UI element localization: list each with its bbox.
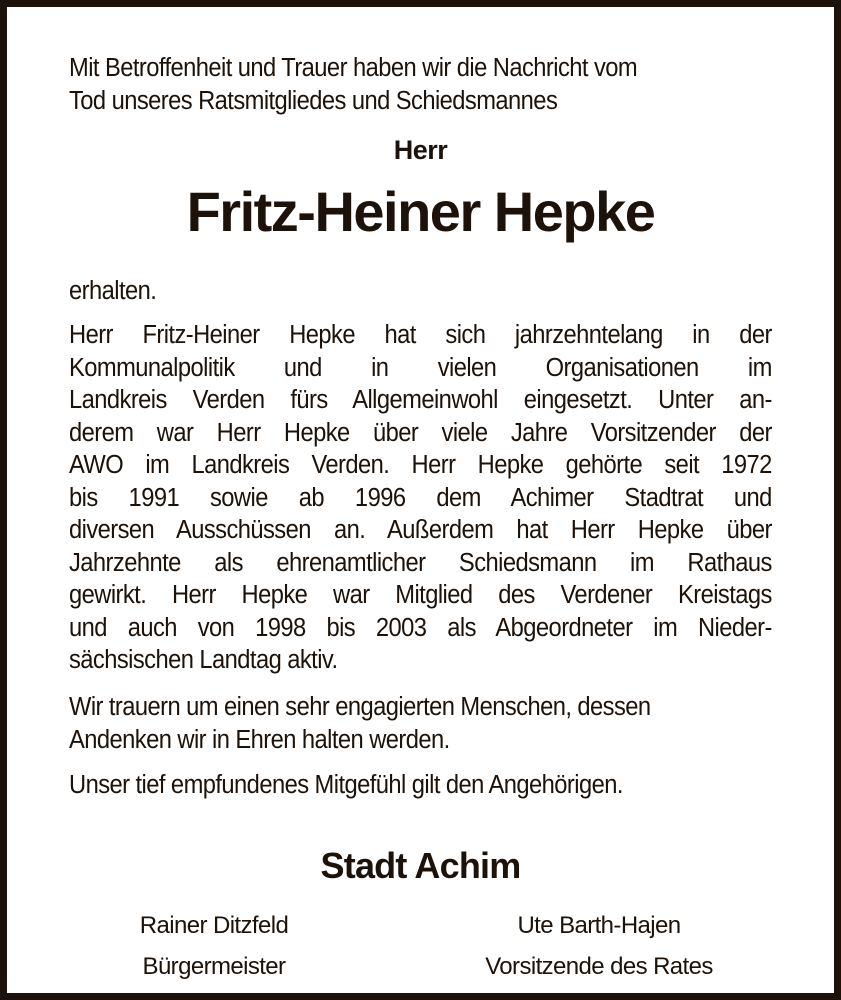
bio-line: bis 1991 sowie ab 1996 dem Achimer Stadtrat und <box>69 483 772 512</box>
bio-line: Kommunalpolitik und in vielen Organisationen im <box>69 353 772 382</box>
bio-line: Jahrzehnte als ehrenamtlicher Schiedsmann im Rathaus <box>69 548 772 577</box>
bio-line: gewirkt. Herr Hepke war Mitglied des Verdener Kreistags <box>69 581 772 609</box>
signatory-name: Ute Barth-Hajen <box>517 912 681 939</box>
bio-line: Herr Fritz-Heiner Hepke hat sich jahrzehntelang in der <box>69 321 772 349</box>
salutation: Herr <box>393 135 448 165</box>
intro-text <box>69 52 772 117</box>
sympathy-text: Unser tief empfundenes Mitgefühl gilt den Angehörigen. <box>69 771 623 799</box>
signatories <box>69 905 772 987</box>
intro-line: Mit Betroffenheit und Trauer haben wir die Nachricht vom <box>69 54 638 82</box>
received-text: erhalten. <box>69 277 157 305</box>
mourning-text <box>69 691 772 756</box>
intro-line: Tod unseres Ratsmitgliedes und Schiedsmannes <box>69 86 558 115</box>
bio-line: Landkreis Verden fürs Allgemeinwohl eingesetzt. Unter an- <box>69 386 772 414</box>
biography <box>69 319 772 677</box>
bio-line: sächsischen Landtag aktiv. <box>69 646 338 674</box>
bio-line: und auch von 1998 bis 2003 als Abgeordneter im Nieder- <box>69 613 772 642</box>
bio-line: derem war Herr Hepke über viele Jahre Vorsitzender der <box>69 418 772 447</box>
signatory-mayor <box>49 905 379 987</box>
signatory-role: Vorsitzende des Rates <box>485 953 713 980</box>
signatory-role: Bürgermeister <box>142 953 286 980</box>
bio-line: AWO im Landkreis Verden. Herr Hepke gehörte seit 1972 <box>69 451 772 479</box>
signatory-council-chair <box>434 905 764 987</box>
bio-line: diversen Ausschüssen an. Außerdem hat Herr Hepke über <box>69 516 772 544</box>
mourn-line: Andenken wir in Ehren halten werden. <box>69 725 450 754</box>
signatory-name: Rainer Ditzfeld <box>139 912 289 939</box>
organization-signoff: Stadt Achim <box>320 845 521 886</box>
deceased-name: Fritz-Heiner Hepke <box>186 180 655 243</box>
mourn-line: Wir trauern um einen sehr engagierten Menschen, dessen <box>69 693 651 721</box>
